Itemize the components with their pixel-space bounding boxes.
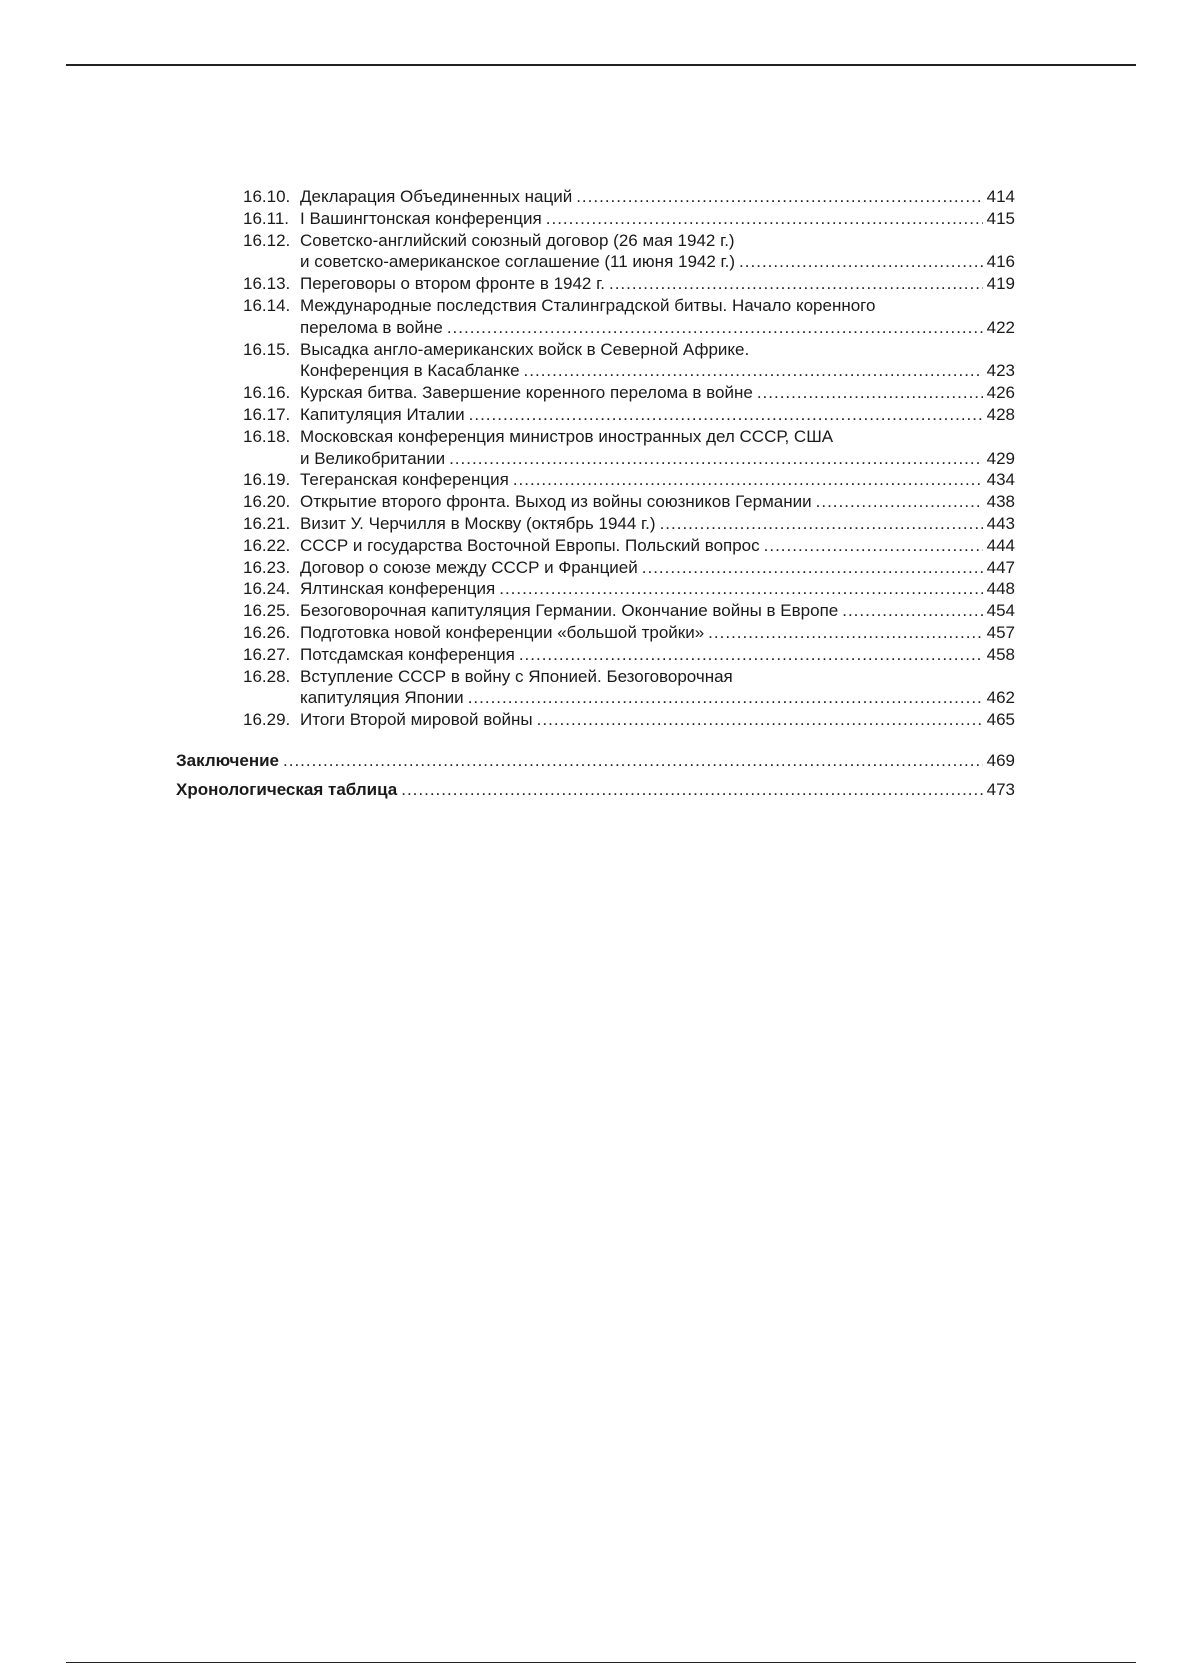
toc-main-entry-title: Хронологическая таблица bbox=[176, 780, 398, 799]
dot-leader bbox=[764, 535, 983, 557]
toc-entry-number: 16.11. bbox=[243, 208, 290, 228]
toc-entry[interactable] bbox=[243, 339, 1015, 383]
dot-leader bbox=[468, 687, 983, 709]
toc-entry-title: и Великобритании bbox=[300, 448, 446, 468]
toc-entry-number: 16.14. bbox=[243, 295, 291, 315]
toc-entry[interactable] bbox=[243, 404, 1015, 426]
toc-entry-body bbox=[300, 404, 1015, 426]
toc-entry-number: 16.29. bbox=[243, 710, 291, 730]
toc-entry[interactable] bbox=[243, 273, 1015, 295]
toc-entry-page: 416 bbox=[986, 252, 1015, 272]
toc-entry-title: перелома в войне bbox=[300, 317, 443, 337]
toc-entry[interactable] bbox=[243, 382, 1015, 404]
toc-entry-number: 16.10. bbox=[243, 187, 291, 206]
toc-entry-page: 444 bbox=[986, 535, 1015, 555]
dot-leader bbox=[816, 491, 983, 513]
toc-entry-body bbox=[300, 208, 1015, 230]
dot-leader bbox=[524, 360, 983, 382]
toc-entry[interactable] bbox=[243, 513, 1015, 535]
dot-leader bbox=[642, 557, 983, 579]
toc-entry[interactable] bbox=[243, 557, 1015, 579]
bottom-rule bbox=[66, 1662, 1136, 1663]
dot-leader bbox=[449, 448, 983, 470]
toc-entry-page: 415 bbox=[986, 208, 1015, 228]
dot-leader bbox=[757, 382, 983, 404]
toc-entry-number: 16.25. bbox=[243, 601, 291, 621]
toc-entry-number: 16.20. bbox=[243, 492, 291, 512]
toc-entry-body bbox=[300, 469, 1015, 491]
toc-main-entry-page: 469 bbox=[986, 751, 1015, 770]
dot-leader bbox=[660, 513, 983, 535]
toc-entry-number: 16.23. bbox=[243, 557, 291, 577]
main-entries bbox=[176, 746, 1015, 804]
toc-entry-title: Потсдамская конференция bbox=[300, 644, 515, 664]
toc-entry-title: Декларация Объединенных наций bbox=[300, 187, 573, 206]
dot-leader bbox=[519, 644, 983, 666]
dot-leader bbox=[537, 709, 983, 731]
toc-entry[interactable] bbox=[243, 295, 1015, 339]
toc-entry-last-line bbox=[300, 186, 1015, 208]
toc-entry-title: Договор о союзе между СССР и Францией bbox=[300, 557, 638, 577]
toc-entry-page: 422 bbox=[986, 317, 1015, 337]
toc-entry-page: 438 bbox=[986, 492, 1015, 512]
toc-entry-body bbox=[300, 644, 1015, 666]
toc-entry-last-line bbox=[300, 360, 1015, 382]
toc-entry-last-line bbox=[300, 535, 1015, 557]
top-rule bbox=[66, 64, 1136, 66]
toc-entry[interactable] bbox=[243, 644, 1015, 666]
toc-entry-title: Тегеранская конференция bbox=[300, 470, 509, 490]
toc-entry[interactable] bbox=[243, 186, 1015, 208]
toc-entry[interactable] bbox=[243, 491, 1015, 513]
toc-entry-page: 429 bbox=[986, 448, 1015, 468]
toc-entry-number: 16.22. bbox=[243, 535, 291, 555]
toc-entry-title: Конференция в Касабланке bbox=[300, 361, 520, 381]
toc-entry-body bbox=[300, 186, 1015, 208]
table-of-contents bbox=[0, 186, 1200, 731]
toc-entry-number: 16.17. bbox=[243, 404, 291, 424]
toc-entry-body bbox=[300, 426, 1015, 470]
toc-entry-page: 447 bbox=[986, 557, 1015, 577]
toc-entry-title-line: Московская конференция министров иностранных дел СССР, США bbox=[300, 426, 834, 446]
toc-entry-last-line bbox=[300, 317, 1015, 339]
toc-entry-last-line bbox=[300, 513, 1015, 535]
toc-entry-last-line bbox=[300, 578, 1015, 600]
dot-leader bbox=[283, 746, 983, 775]
toc-entry-title: Визит У. Черчилля в Москву (октябрь 1944 г.) bbox=[300, 513, 656, 533]
dot-leader bbox=[546, 208, 983, 230]
toc-entry-last-line bbox=[300, 491, 1015, 513]
toc-entry-body bbox=[300, 273, 1015, 295]
toc-entry[interactable] bbox=[243, 600, 1015, 622]
toc-entry-page: 443 bbox=[986, 513, 1015, 533]
toc-entry-body bbox=[300, 535, 1015, 557]
toc-entry-title: Подготовка новой конференции «большой тройки» bbox=[300, 622, 705, 642]
toc-main-entry[interactable] bbox=[176, 746, 1015, 775]
dot-leader bbox=[447, 317, 983, 339]
toc-entry-page: 428 bbox=[986, 404, 1015, 424]
toc-entry-page: 458 bbox=[986, 644, 1015, 664]
toc-entry-last-line bbox=[300, 273, 1015, 295]
toc-entry-title: Безоговорочная капитуляция Германии. Окончание войны в Европе bbox=[300, 601, 839, 621]
toc-entry-body bbox=[300, 622, 1015, 644]
toc-entry-number: 16.16. bbox=[243, 383, 291, 403]
toc-entry-number: 16.13. bbox=[243, 274, 291, 294]
toc-entry[interactable] bbox=[243, 666, 1015, 710]
toc-entry-body bbox=[300, 382, 1015, 404]
toc-entry-title: СССР и государства Восточной Европы. Польский вопрос bbox=[300, 535, 760, 555]
toc-entry-page: 414 bbox=[986, 187, 1015, 206]
toc-entry-number: 16.19. bbox=[243, 470, 291, 490]
toc-entry-body bbox=[300, 557, 1015, 579]
toc-entry-title: Открытие второго фронта. Выход из войны союзников Германии bbox=[300, 492, 812, 512]
toc-entry-body bbox=[300, 230, 1015, 274]
toc-entry-last-line bbox=[300, 600, 1015, 622]
toc-entry-number: 16.27. bbox=[243, 644, 291, 664]
toc-entry-page: 419 bbox=[986, 274, 1015, 294]
dot-leader bbox=[739, 251, 983, 273]
toc-entry-body bbox=[300, 295, 1015, 339]
toc-main-entry-title: Заключение bbox=[176, 751, 279, 770]
toc-entry-last-line bbox=[300, 709, 1015, 731]
toc-entry[interactable] bbox=[243, 622, 1015, 644]
toc-entry[interactable] bbox=[243, 426, 1015, 470]
toc-entry-body bbox=[300, 339, 1015, 383]
toc-entry-title: Итоги Второй мировой войны bbox=[300, 710, 533, 730]
toc-entry-title-line: Советско-английский союзный договор (26 мая 1942 г.) bbox=[300, 230, 735, 250]
toc-entry-title-line: Международные последствия Сталинградской битвы. Начало коренного bbox=[300, 295, 876, 315]
toc-entry-number: 16.12. bbox=[243, 230, 291, 250]
toc-entry-last-line bbox=[300, 404, 1015, 426]
toc-entry-number: 16.15. bbox=[243, 339, 291, 359]
toc-entry-last-line bbox=[300, 557, 1015, 579]
toc-entry-body bbox=[300, 666, 1015, 710]
toc-entry[interactable] bbox=[243, 208, 1015, 230]
toc-entry-body bbox=[300, 578, 1015, 600]
dot-leader bbox=[576, 186, 982, 208]
toc-entry-number: 16.24. bbox=[243, 579, 291, 599]
toc-entry-last-line bbox=[300, 208, 1015, 230]
toc-entry-title: I Вашингтонская конференция bbox=[300, 208, 542, 228]
toc-entry-title: Курская битва. Завершение коренного перелома в войне bbox=[300, 383, 753, 403]
toc-entry-body bbox=[300, 600, 1015, 622]
toc-entry-last-line bbox=[300, 687, 1015, 709]
toc-entry-last-line bbox=[300, 251, 1015, 273]
toc-entry-body bbox=[300, 709, 1015, 731]
toc-entry-number: 16.21. bbox=[243, 513, 291, 533]
dot-leader bbox=[513, 469, 983, 491]
toc-entry[interactable] bbox=[243, 709, 1015, 731]
toc-entry-page: 434 bbox=[986, 470, 1015, 490]
toc-entry-number: 16.26. bbox=[243, 622, 291, 642]
toc-entry-page: 426 bbox=[986, 383, 1015, 403]
toc-entry-title: Переговоры о втором фронте в 1942 г. bbox=[300, 274, 605, 294]
toc-entry-title-line: Вступление СССР в войну с Японией. Безоговорочная bbox=[300, 666, 733, 686]
toc-entry-body bbox=[300, 513, 1015, 535]
toc-entry-title: капитуляция Японии bbox=[300, 688, 464, 708]
toc-entry-number: 16.28. bbox=[243, 666, 291, 686]
toc-entry-title-line: Высадка англо-американских войск в Северной Африке. bbox=[300, 339, 750, 359]
toc-entry-title: и советско-американское соглашение (11 июня 1942 г.) bbox=[300, 252, 736, 272]
toc-entry-page: 448 bbox=[986, 579, 1015, 599]
toc-entry-title: Капитуляция Италии bbox=[300, 404, 465, 424]
toc-entry-last-line bbox=[300, 469, 1015, 491]
toc-entry-page: 454 bbox=[986, 601, 1015, 621]
dot-leader bbox=[609, 273, 983, 295]
dot-leader bbox=[499, 578, 982, 600]
toc-entry-last-line bbox=[300, 622, 1015, 644]
toc-main-entry[interactable] bbox=[176, 775, 1015, 804]
toc-entry-page: 457 bbox=[986, 622, 1015, 642]
toc-entry-body bbox=[300, 491, 1015, 513]
toc-entry[interactable] bbox=[243, 578, 1015, 600]
toc-main-entry-page: 473 bbox=[986, 780, 1015, 799]
toc-entry-page: 465 bbox=[986, 710, 1015, 730]
dot-leader bbox=[469, 404, 983, 426]
toc-entry-last-line bbox=[300, 448, 1015, 470]
dot-leader bbox=[401, 775, 982, 804]
toc-entry-last-line bbox=[300, 644, 1015, 666]
toc-entry[interactable] bbox=[243, 469, 1015, 491]
toc-entry-page: 423 bbox=[986, 361, 1015, 381]
toc-entry-last-line bbox=[300, 382, 1015, 404]
toc-entry-page: 462 bbox=[986, 688, 1015, 708]
dot-leader bbox=[708, 622, 982, 644]
toc-entry-number: 16.18. bbox=[243, 426, 291, 446]
toc-entry[interactable] bbox=[243, 230, 1015, 274]
toc-entry[interactable] bbox=[243, 535, 1015, 557]
toc-entry-title: Ялтинская конференция bbox=[300, 579, 496, 599]
dot-leader bbox=[842, 600, 982, 622]
